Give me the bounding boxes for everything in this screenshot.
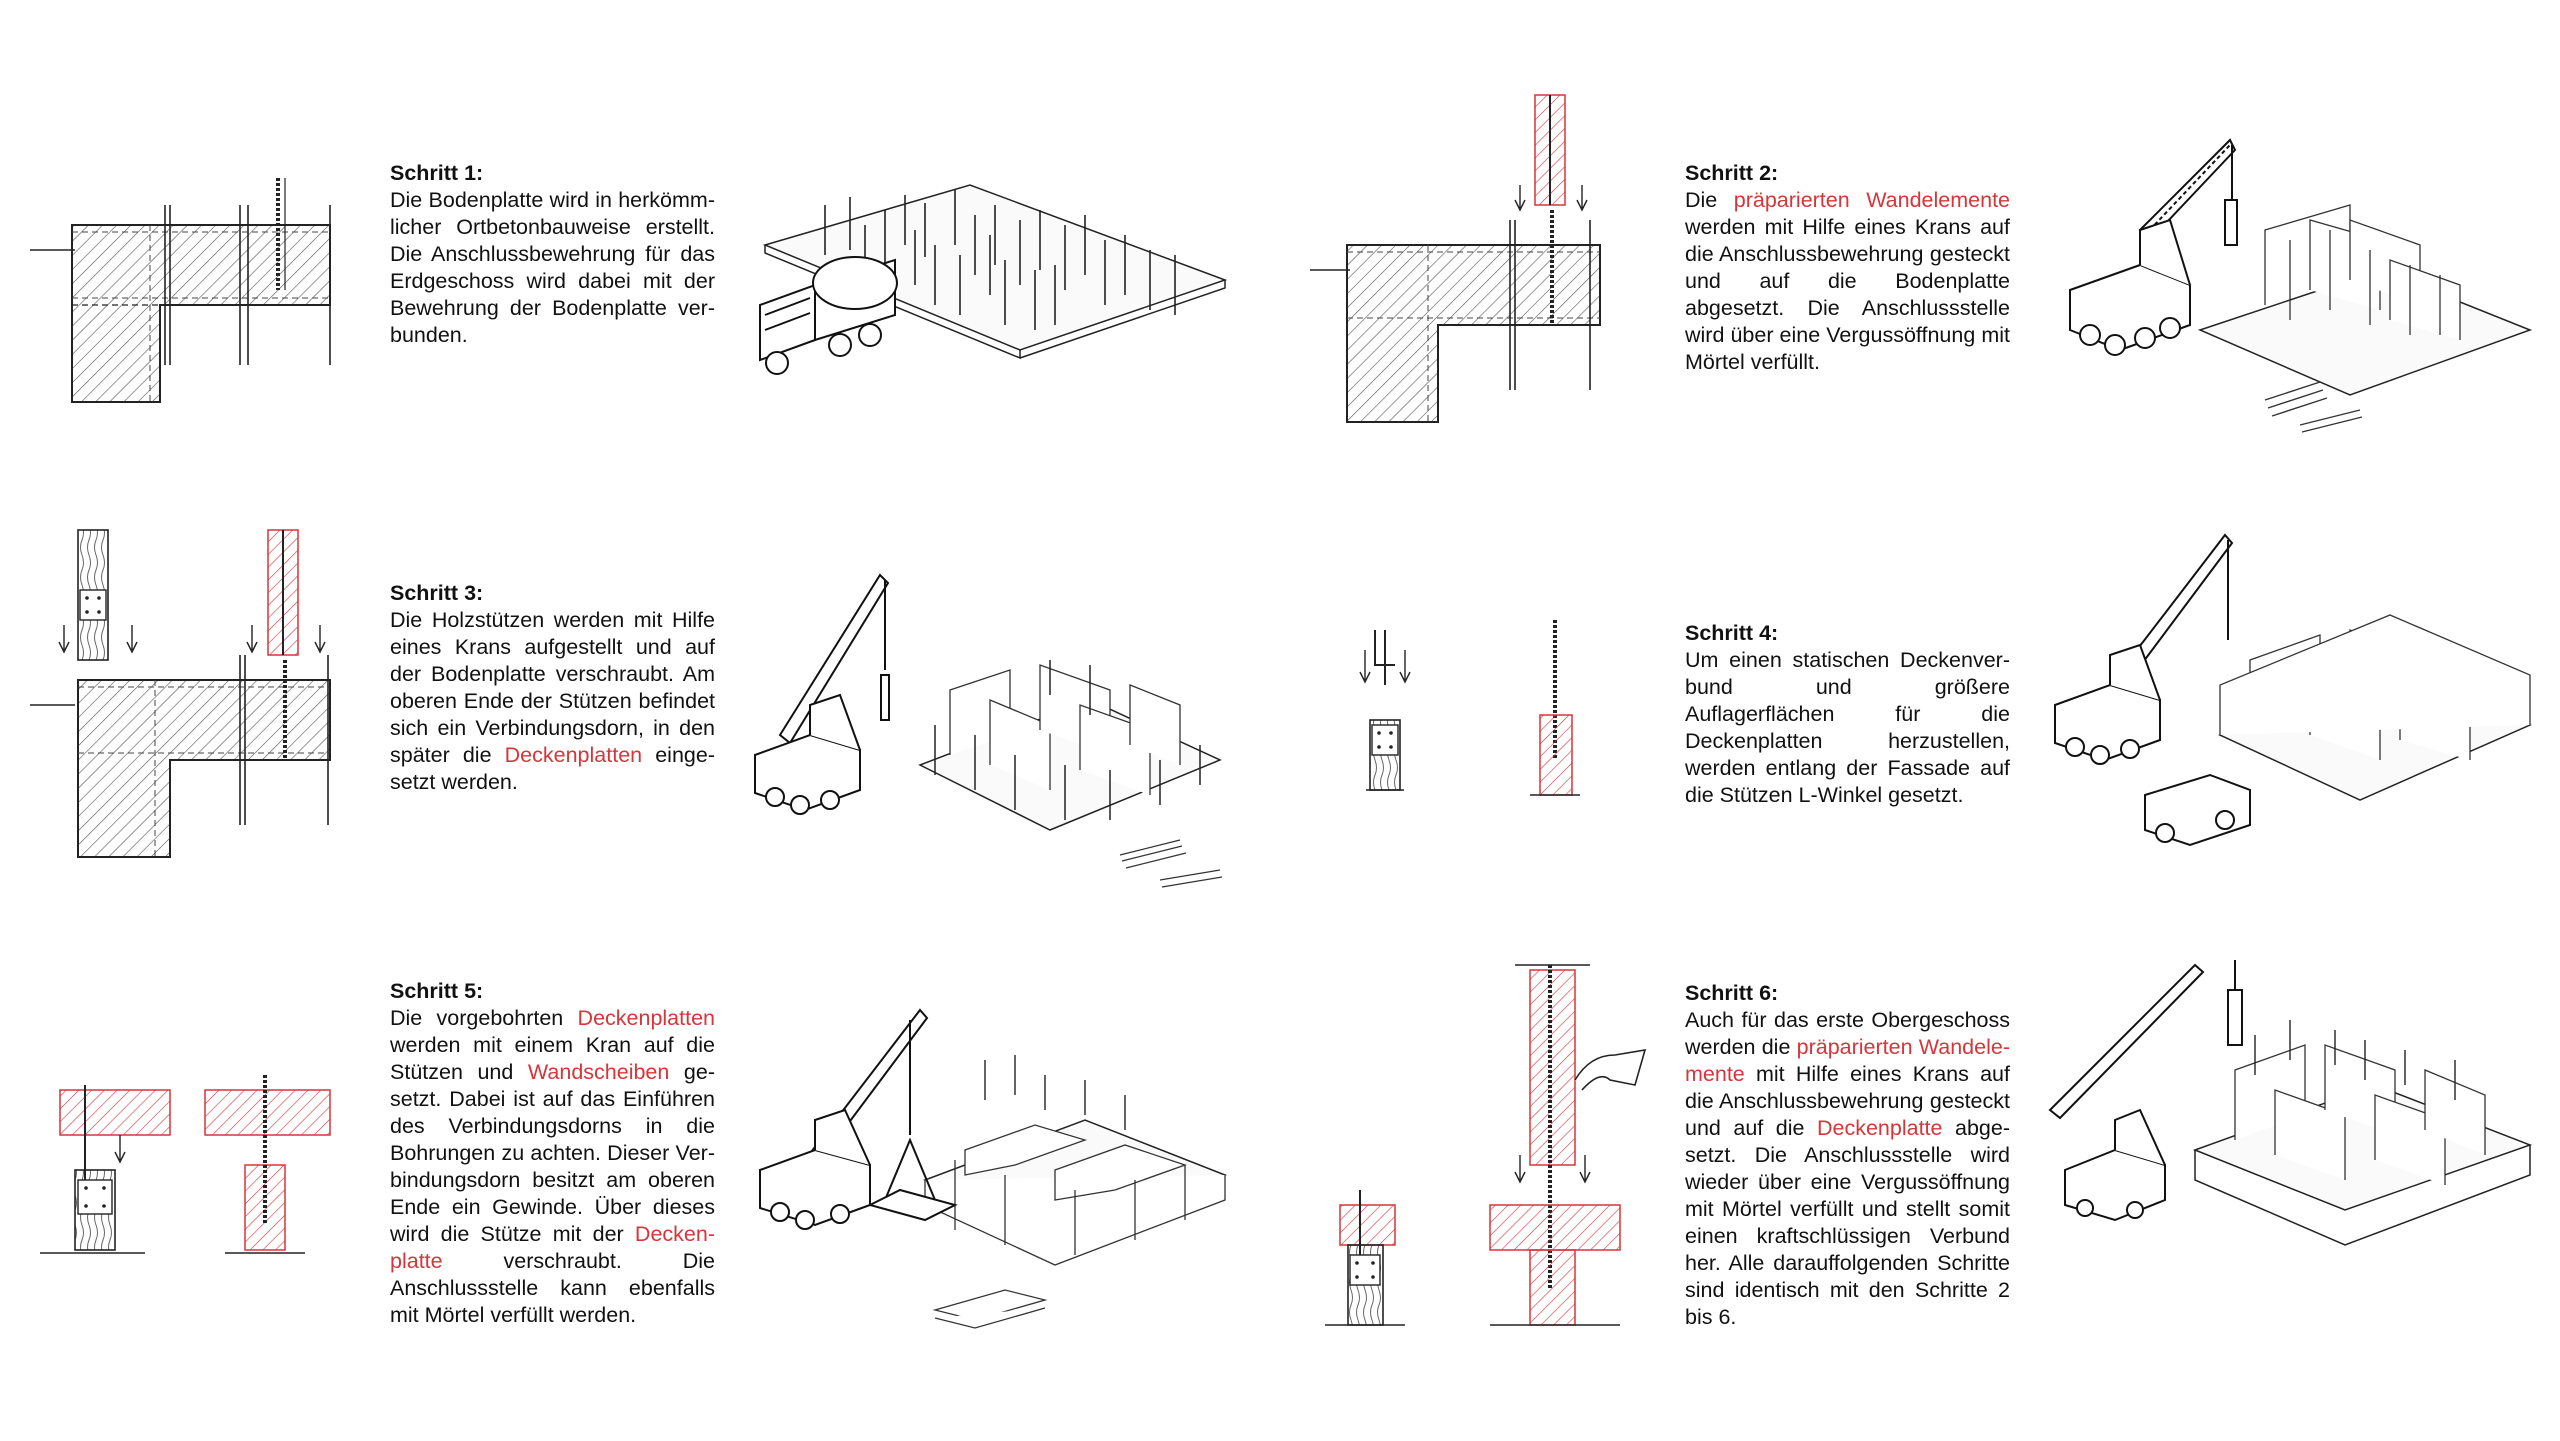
step-2-text — [1685, 160, 2010, 376]
section-detail-step4 — [1330, 610, 1630, 810]
step-5-highlight-slab: Deckenplatte — [390, 1222, 715, 1273]
section-detail-step3 — [30, 525, 350, 865]
step-5-body-d: verschraubt. Die Anschlussstelle kann ebenfalls mit Mörtel verfüllt werden. — [390, 1249, 715, 1327]
step-5-highlight-slabs: Deckenplatten — [577, 1006, 715, 1030]
step-5-highlight-wall-panels: Wandscheiben — [527, 1060, 670, 1084]
step-2-body-b: werden mit Hilfe eines Krans auf die Anschlussbewehrung gesteckt und auf die Bodenplatte abgesetzt. Die Anschlussstelle wird über eine Vergussöffnung mit Mörtel verfüllt. — [1685, 215, 2010, 374]
step-6-body-a: Auch für das erste Obergeschoss werden die — [1685, 1008, 2010, 1059]
step-5-body-b: werden mit einem Kran auf die Stützen und — [390, 1033, 715, 1084]
iso-crane-walls-step2 — [2050, 120, 2540, 440]
step-1-body: Die Bodenplatte wird in herkömmlicher Ortbetonbauweise erstellt. Die Anschlussbewehrung für das Erdgeschoss wird dabei mit der Bewehrung der Bodenplatte verbunden. — [390, 188, 715, 347]
section-detail-step5 — [30, 1075, 350, 1265]
step-6-highlight-wall-elements: präparierten Wandelemente — [1685, 1035, 2010, 1086]
step-4-text — [1685, 620, 2010, 809]
iso-foundation-mixer-truck — [755, 165, 1235, 395]
step-5-title: Schritt 5: — [390, 979, 484, 1003]
step-6-highlight-slab: Deckenplatte — [1816, 1116, 1943, 1140]
step-5-text — [390, 978, 715, 1329]
iso-crane-slabs-step5 — [755, 1000, 1235, 1335]
iso-crane-upper-floor-step6 — [2045, 960, 2540, 1290]
iso-crane-columns-step3 — [750, 565, 1230, 905]
step-2-highlight-wall-elements: präparierten Wandelemente — [1733, 188, 2011, 212]
step-6-title: Schritt 6: — [1685, 981, 1779, 1005]
step-3-body-a: Die Holzstützen werden mit Hilfe eines Krans aufgestellt und auf der Bodenplatte verschraubt. Am oberen Ende der Stützen befindet sich ein Verbindungsdorn, in den später die — [390, 608, 715, 767]
step-6-body-b: mit Hilfe eines Krans auf die Anschlussbewehrung gesteckt und auf die — [1685, 1062, 2010, 1140]
step-3-title: Schritt 3: — [390, 581, 484, 605]
step-1-title: Schritt 1: — [390, 161, 484, 185]
step-6-body-c: abgesetzt. Die Anschlussstelle wird wieder über eine Vergussöffnung mit Mörtel verfüllt und stellt somit einen kraftschlüssigen Verbund her. Alle darauffolgenden Schritte sind identisch mit den Schritte 2 bis 6. — [1685, 1116, 2010, 1329]
section-detail-step2 — [1310, 90, 1620, 430]
step-4-title: Schritt 4: — [1685, 621, 1779, 645]
step-2-title: Schritt 2: — [1685, 161, 1779, 185]
step-2-body-a: Die — [1685, 188, 1734, 212]
iso-crane-lbracket-step4 — [2050, 535, 2540, 880]
section-detail-step1 — [30, 170, 350, 410]
step-6-text — [1685, 980, 2010, 1331]
step-3-text — [390, 580, 715, 796]
step-5-body-c: gesetzt. Dabei ist auf das Einführen des Verbindungsdorns in die Bohrungen zu achten. Dieser Verbindungsdorn besitzt am oberen Ende ein Gewinde. Über dieses wird die Stütze mit der — [390, 1060, 715, 1246]
step-1-text — [390, 160, 715, 349]
step-4-body: Um einen statischen Deckenverbund und größere Auflagerflächen für die Deckenplatten herzustellen, werden entlang der Fassade auf die Stützen L-Winkel gesetzt. — [1685, 648, 2010, 807]
section-detail-step6 — [1320, 960, 1660, 1340]
step-3-body-b: eingesetzt werden. — [390, 743, 715, 794]
step-5-body-a: Die vorgebohrten — [390, 1006, 578, 1030]
step-3-highlight-slabs: Deckenplatten — [504, 743, 643, 767]
